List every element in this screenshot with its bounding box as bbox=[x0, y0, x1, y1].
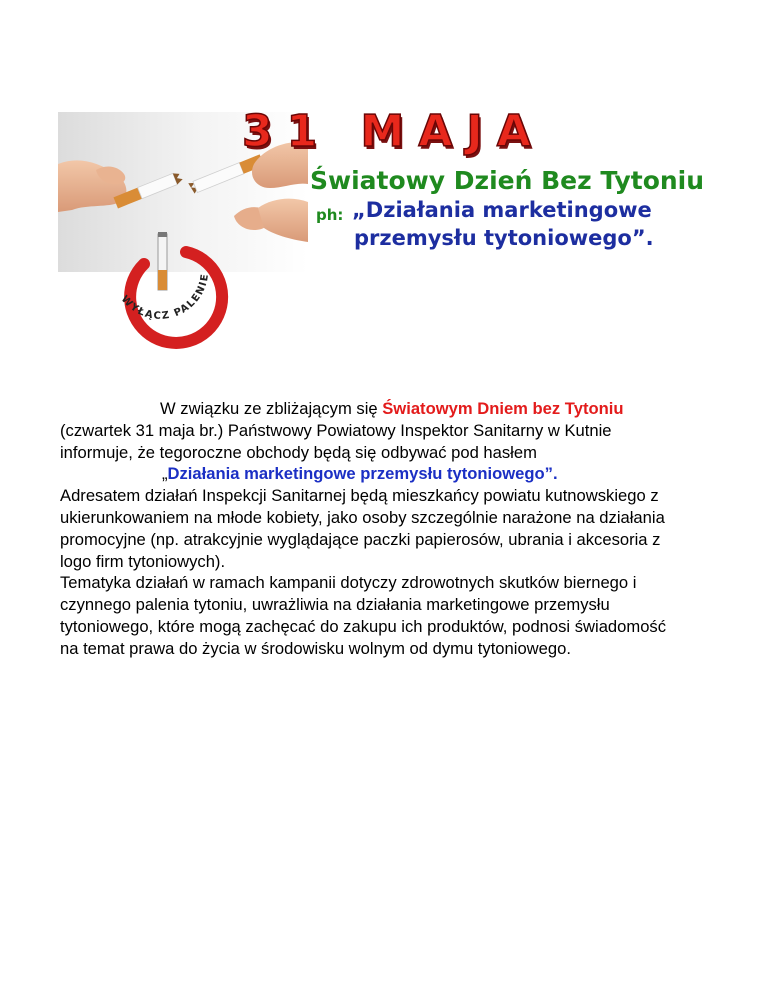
paragraph-3-line-3: tytoniowego, które mogą zachęcać do zakupu ich produktów, podnosi świadomość bbox=[60, 616, 667, 636]
paragraph-1-line-3: informuje, że tegoroczne obchody będą się odbywać pod hasłem bbox=[60, 442, 537, 462]
paragraph-3-line-2: czynnego palenia tytoniu, uwrażliwia na działania marketingowe przemysłu bbox=[60, 595, 610, 615]
paragraph-1-line-1 bbox=[60, 398, 740, 420]
logo-text: WYŁĄCZ PALENIE bbox=[118, 272, 212, 322]
event-subtitle: Światowy Dzień Bez Tytoniu bbox=[310, 166, 705, 195]
paragraph-3-line-1: Tematyka działań w ramach kampanii dotyczy zdrowotnych skutków biernego i bbox=[60, 573, 637, 593]
paragraph-1-line-2: (czwartek 31 maja br.) Państwowy Powiatowy Inspektor Sanitarny w Kutnie bbox=[60, 420, 612, 440]
paragraph-2-line-2: ukierunkowaniem na młode kobiety, jako osoby szczególnie narażone na działania bbox=[60, 507, 665, 527]
campaign-slogan: Działania marketingowe przemysłu tytoniowego”. bbox=[167, 464, 558, 484]
paragraph-2-line-1: Adresatem działań Inspekcji Sanitarnej będą mieszkańcy powiatu kutnowskiego z bbox=[60, 486, 659, 506]
slogan-line-2: przemysłu tytoniowego”. bbox=[354, 226, 654, 250]
event-name: Światowym Dniem bez Tytoniu bbox=[382, 399, 624, 418]
paragraph-2-line-4: logo firm tytoniowych). bbox=[60, 551, 226, 571]
paragraph-3-line-4: na temat prawa do życia w środowisku wolnym od dymu tytoniowego. bbox=[60, 638, 571, 658]
paragraph-1-line-4 bbox=[60, 463, 740, 485]
date-title: 31 MAJA bbox=[242, 106, 545, 157]
slogan-prefix: ph: bbox=[316, 206, 344, 224]
intro-text: W związku ze zbliżającym się bbox=[160, 399, 383, 418]
slogan-line-1: „Działania marketingowe bbox=[352, 198, 652, 222]
slogan-open-quote: „ bbox=[162, 464, 168, 484]
announcement-text bbox=[60, 398, 740, 660]
campaign-banner bbox=[58, 106, 748, 352]
paragraph-2-line-3: promocyjne (np. atrakcyjnie wyglądające paczki papierosów, ubrania i akcesoria z bbox=[60, 529, 661, 549]
